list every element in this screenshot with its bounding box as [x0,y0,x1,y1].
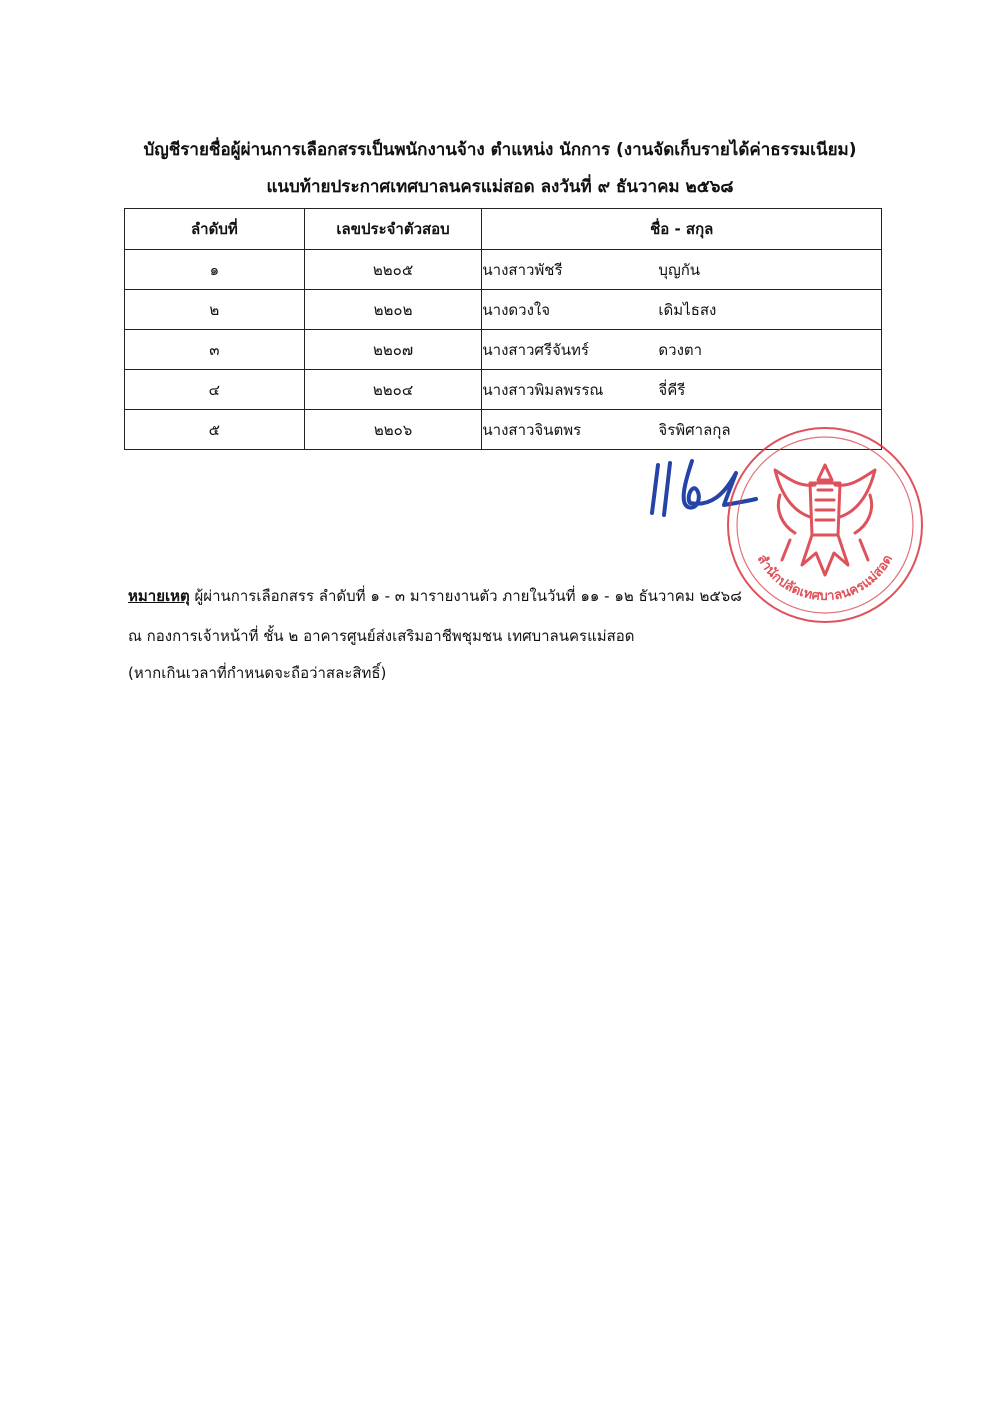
header-order: ลำดับที่ [125,209,305,250]
header-name: ชื่อ - สกุล [482,209,882,250]
table-row [125,370,882,410]
note-line3: (หากเกินเวลาที่กำหนดจะถือว่าสละสิทธิ์) [128,664,387,682]
row-name [482,370,882,410]
row-exam-id: ๒๒๐๕ [304,250,482,290]
seal-text: สำนักปลัดเทศบาลนครแม่สอด [753,552,897,605]
row-name [482,290,882,330]
row-first-name: นางสาวจินตพร [482,420,582,439]
row-last-name: เดิมไธสง [658,300,717,319]
note-line1 [128,585,742,607]
row-last-name: จี่คีรี [658,380,686,399]
row-first-name: นางดวงใจ [482,300,551,319]
row-first-name: นางสาวศรีจันทร์ [482,340,589,359]
table-row [125,250,882,290]
table-row [125,330,882,370]
row-last-name: บุญกัน [658,260,701,279]
document-title-line1: บัญชีรายชื่อผู้ผ่านการเลือกสรรเป็นพนักงานจ้าง ตำแหน่ง นักการ (งานจัดเก็บรายได้ค่าธรรมเนียม) [143,140,857,160]
row-order: ๔ [125,370,305,410]
row-exam-id: ๒๒๐๖ [304,410,482,450]
row-last-name: ดวงตา [658,340,703,359]
candidate-table [124,208,882,450]
table-header-row [125,209,882,250]
row-exam-id: ๒๒๐๗ [304,330,482,370]
row-order: ๕ [125,410,305,450]
row-name [482,330,882,370]
note-text-line1: ผู้ผ่านการเลือกสรร ลำดับที่ ๑ - ๓ มารายงานตัว ภายในวันที่ ๑๑ - ๑๒ ธันวาคม ๒๕๖๘ [189,587,742,605]
row-order: ๑ [125,250,305,290]
svg-text:สำนักปลัดเทศบาลนครแม่สอด [754,552,896,604]
row-first-name: นางสาวพิมลพรรณ [482,380,604,399]
row-order: ๓ [125,330,305,370]
official-seal [720,425,930,625]
row-first-name: นางสาวพัชรี [482,260,563,279]
note-label: หมายเหตุ [128,587,190,605]
note-line2: ณ กองการเจ้าหน้าที่ ชั้น ๒ อาคารศูนย์ส่งเสริมอาชีพชุมชน เทศบาลนครแม่สอด [128,627,635,645]
document-title-line2: แนบท้ายประกาศเทศบาลนครแม่สอด ลงวันที่ ๙ ธันวาคม ๒๕๖๘ [266,177,734,197]
table-row [125,290,882,330]
row-exam-id: ๒๒๐๔ [304,370,482,410]
row-name [482,250,882,290]
row-exam-id: ๒๒๐๒ [304,290,482,330]
header-exam-id: เลขประจำตัวสอบ [304,209,482,250]
row-order: ๒ [125,290,305,330]
row-last-name: จิรพิศาลกุล [658,420,731,439]
